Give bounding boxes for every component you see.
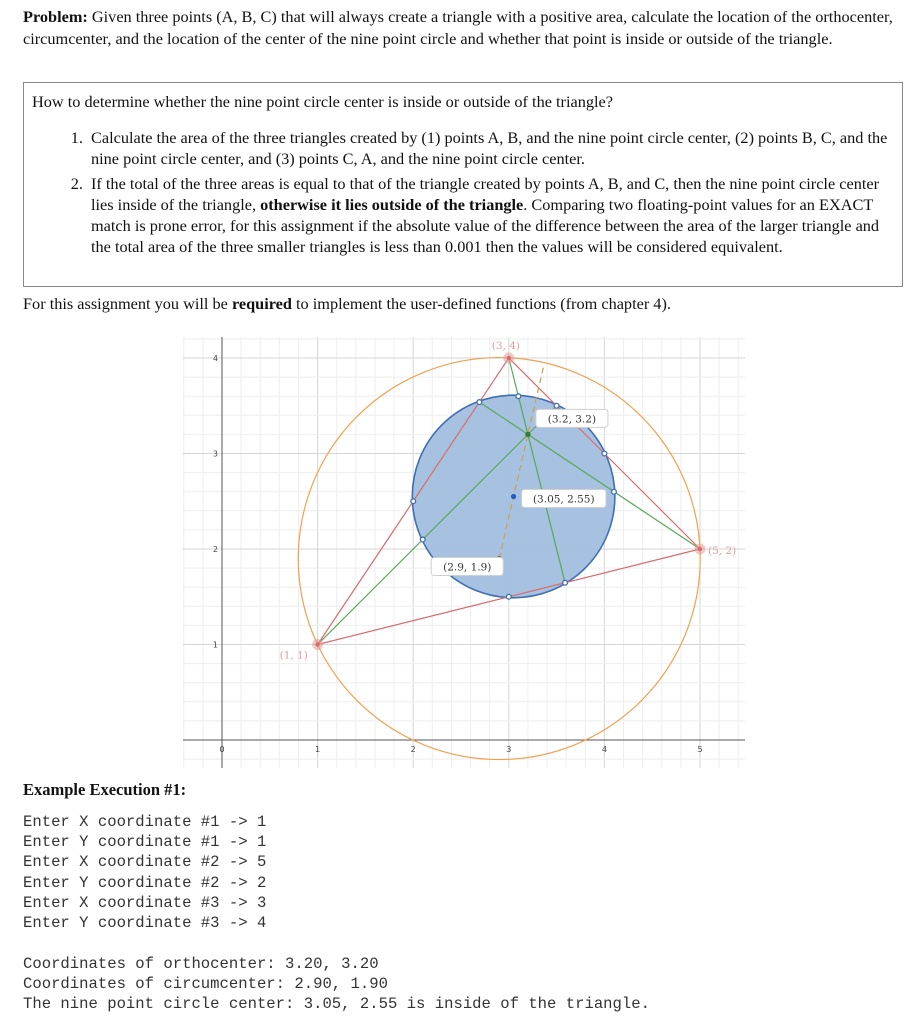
x-tick-label: 2 (410, 745, 416, 754)
vertex-point-core (698, 547, 702, 551)
nine-point-marker (411, 499, 416, 504)
input-line: Enter X coordinate #3 -> 3 (23, 893, 267, 912)
circumcenter-label: (2.9, 1.9) (443, 561, 492, 574)
console-outputs (23, 954, 650, 1015)
vertex-label: (5, 2) (708, 545, 737, 557)
x-tick-label: 0 (219, 745, 225, 754)
input-line: Enter X coordinate #2 -> 5 (23, 853, 267, 872)
input-line: Enter Y coordinate #2 -> 2 (23, 873, 267, 892)
console-inputs (23, 812, 266, 933)
nine-point-marker (602, 451, 607, 456)
requirement-pre: For this assignment you will be (23, 294, 232, 313)
output-line: The nine point circle center: 3.05, 2.55 is inside of the triangle. (23, 995, 650, 1014)
output-line: Coordinates of orthocenter: 3.20, 3.20 (23, 955, 379, 973)
x-tick-label: 3 (506, 745, 512, 754)
nine-point-marker (554, 403, 559, 408)
nine-point-marker (506, 594, 511, 599)
orthocenter-point (525, 432, 530, 437)
vertex-point-core (507, 356, 511, 360)
problem-text: Given three points (A, B, C) that will always create a triangle with a positive area, calculate the location of the orthocenter, circumcenter, and the location of the center of the nine point circle and whether that point is inside or outside of the triangle. (23, 7, 893, 48)
nine-point-marker (420, 537, 425, 542)
x-tick-label: 5 (697, 745, 703, 754)
step-2-bold: otherwise it lies outside of the triangle (260, 195, 524, 214)
vertex-label: (3, 4) (491, 340, 521, 352)
requirement-bold: required (231, 294, 292, 313)
x-tick-label: 1 (315, 745, 321, 754)
vertex-label: (1, 1) (279, 649, 308, 662)
nine-point-marker (516, 394, 521, 399)
step-1: 1. Calculate the area of the three triangles created by (1) points A, B, and the nine point circle center, (2) points B, C, and the nine point circle center, and (3) points C, A, and the nine point circle center. (87, 127, 892, 169)
input-line: Enter Y coordinate #3 -> 4 (23, 914, 267, 933)
x-tick-label: 4 (601, 745, 607, 754)
y-tick-label: 2 (212, 545, 218, 554)
nine-point-marker (563, 580, 568, 585)
nine-point-marker (477, 400, 482, 405)
box-question: How to determine whether the nine point circle center is inside or outside of the triangle? (32, 92, 613, 111)
requirement-post: to implement the user-defined functions (from chapter 4). (291, 294, 671, 313)
step-2-pre: If the total of the three areas is equal to that of the triangle created by points A, B, and C, then the nine point circle center lies inside of the triangle, (91, 174, 880, 214)
input-line: Enter Y coordinate #1 -> 1 (23, 833, 267, 852)
y-tick-label: 4 (212, 354, 218, 363)
y-tick-label: 1 (212, 640, 218, 650)
orthocenter-label: (3.2, 3.2) (547, 413, 597, 426)
output-line: Coordinates of circumcenter: 2.90, 1.90 (23, 975, 388, 994)
y-tick-label: 3 (212, 449, 218, 459)
nine-point-marker (612, 489, 617, 494)
nine-point-center-label: (3.05, 2.55) (532, 493, 595, 506)
input-line: Enter X coordinate #1 -> 1 (23, 813, 267, 831)
problem-label: Problem: (23, 7, 88, 26)
example-title: Example Execution #1: (23, 780, 187, 799)
step-2-post: . Comparing two floating-point values for an EXACT match is prone error, for this assignment if the absolute value of the difference between the area of the larger triangle and the total area of the three smaller triangles is less than 0.001 then the values will be considered equivalent. (91, 195, 880, 256)
nine-point-center-point (511, 494, 516, 499)
vertex-point-core (315, 642, 319, 646)
